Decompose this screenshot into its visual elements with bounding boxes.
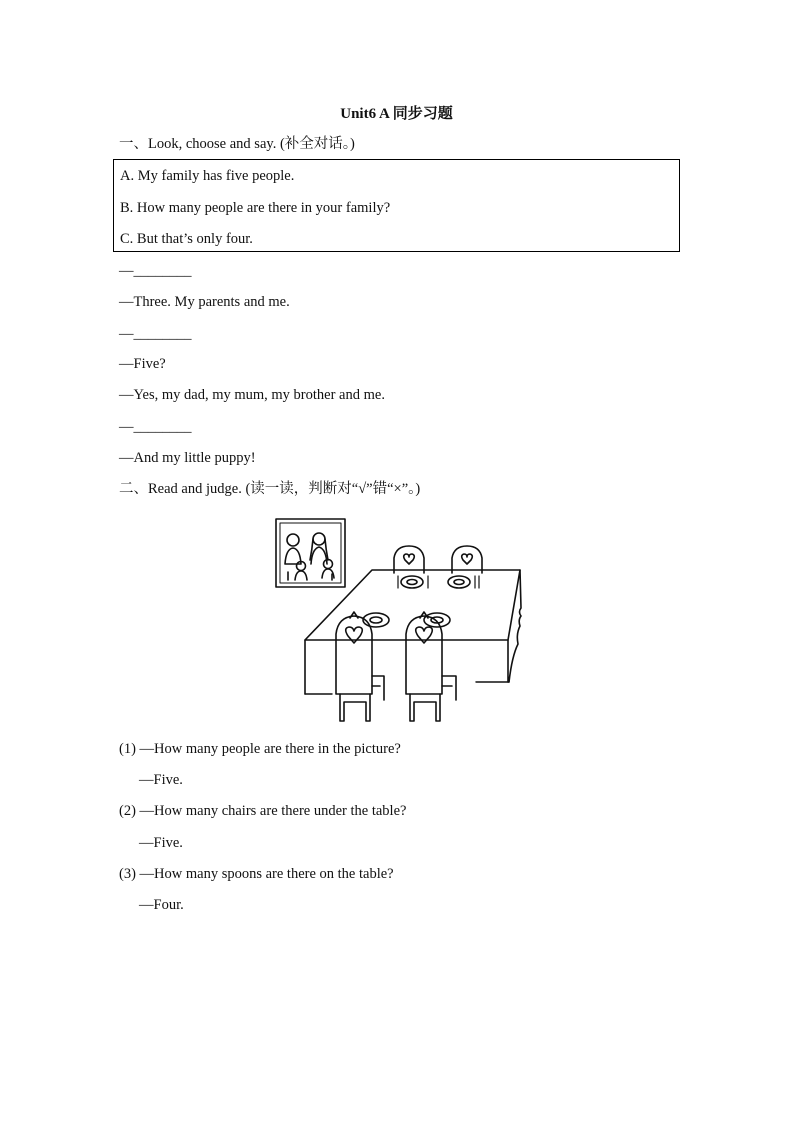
dining-table-illustration [272, 516, 524, 726]
section1-heading: 一、Look, choose and say. (补全对话。) [119, 136, 355, 152]
dialogue-line-2: —Three. My parents and me. [119, 294, 290, 310]
dialogue-line-4: —Five? [119, 356, 166, 372]
dialogue-line-7: —And my little puppy! [119, 450, 256, 466]
dialogue-line-6: —________ [119, 419, 192, 435]
dialogue-line-3: —________ [119, 326, 192, 342]
dialogue-line-5: —Yes, my dad, my mum, my brother and me. [119, 387, 385, 403]
option-c: C. But that’s only four. [120, 231, 253, 247]
plates-near [363, 613, 450, 627]
option-a: A. My family has five people. [120, 168, 295, 184]
question-1: (1) —How many people are there in the picture? [119, 741, 401, 757]
back-chair-right [452, 546, 482, 573]
answer-3: —Four. [139, 897, 184, 913]
dialogue-line-1: —________ [119, 263, 192, 279]
front-chair-right [406, 612, 456, 721]
answer-1: —Five. [139, 772, 183, 788]
question-3: (3) —How many spoons are there on the table? [119, 866, 394, 882]
answer-2: —Five. [139, 835, 183, 851]
front-chair-left [336, 612, 384, 721]
option-b: B. How many people are there in your family? [120, 200, 391, 216]
section2-heading: 二、Read and judge. (读一读，判断对“√”错“×”。) [119, 481, 421, 497]
family-photo [276, 519, 345, 587]
page-title: Unit6 A 同步习题 [340, 106, 453, 122]
plates-far [398, 576, 479, 588]
back-chair-left [394, 546, 424, 573]
question-2: (2) —How many chairs are there under the table? [119, 803, 407, 819]
